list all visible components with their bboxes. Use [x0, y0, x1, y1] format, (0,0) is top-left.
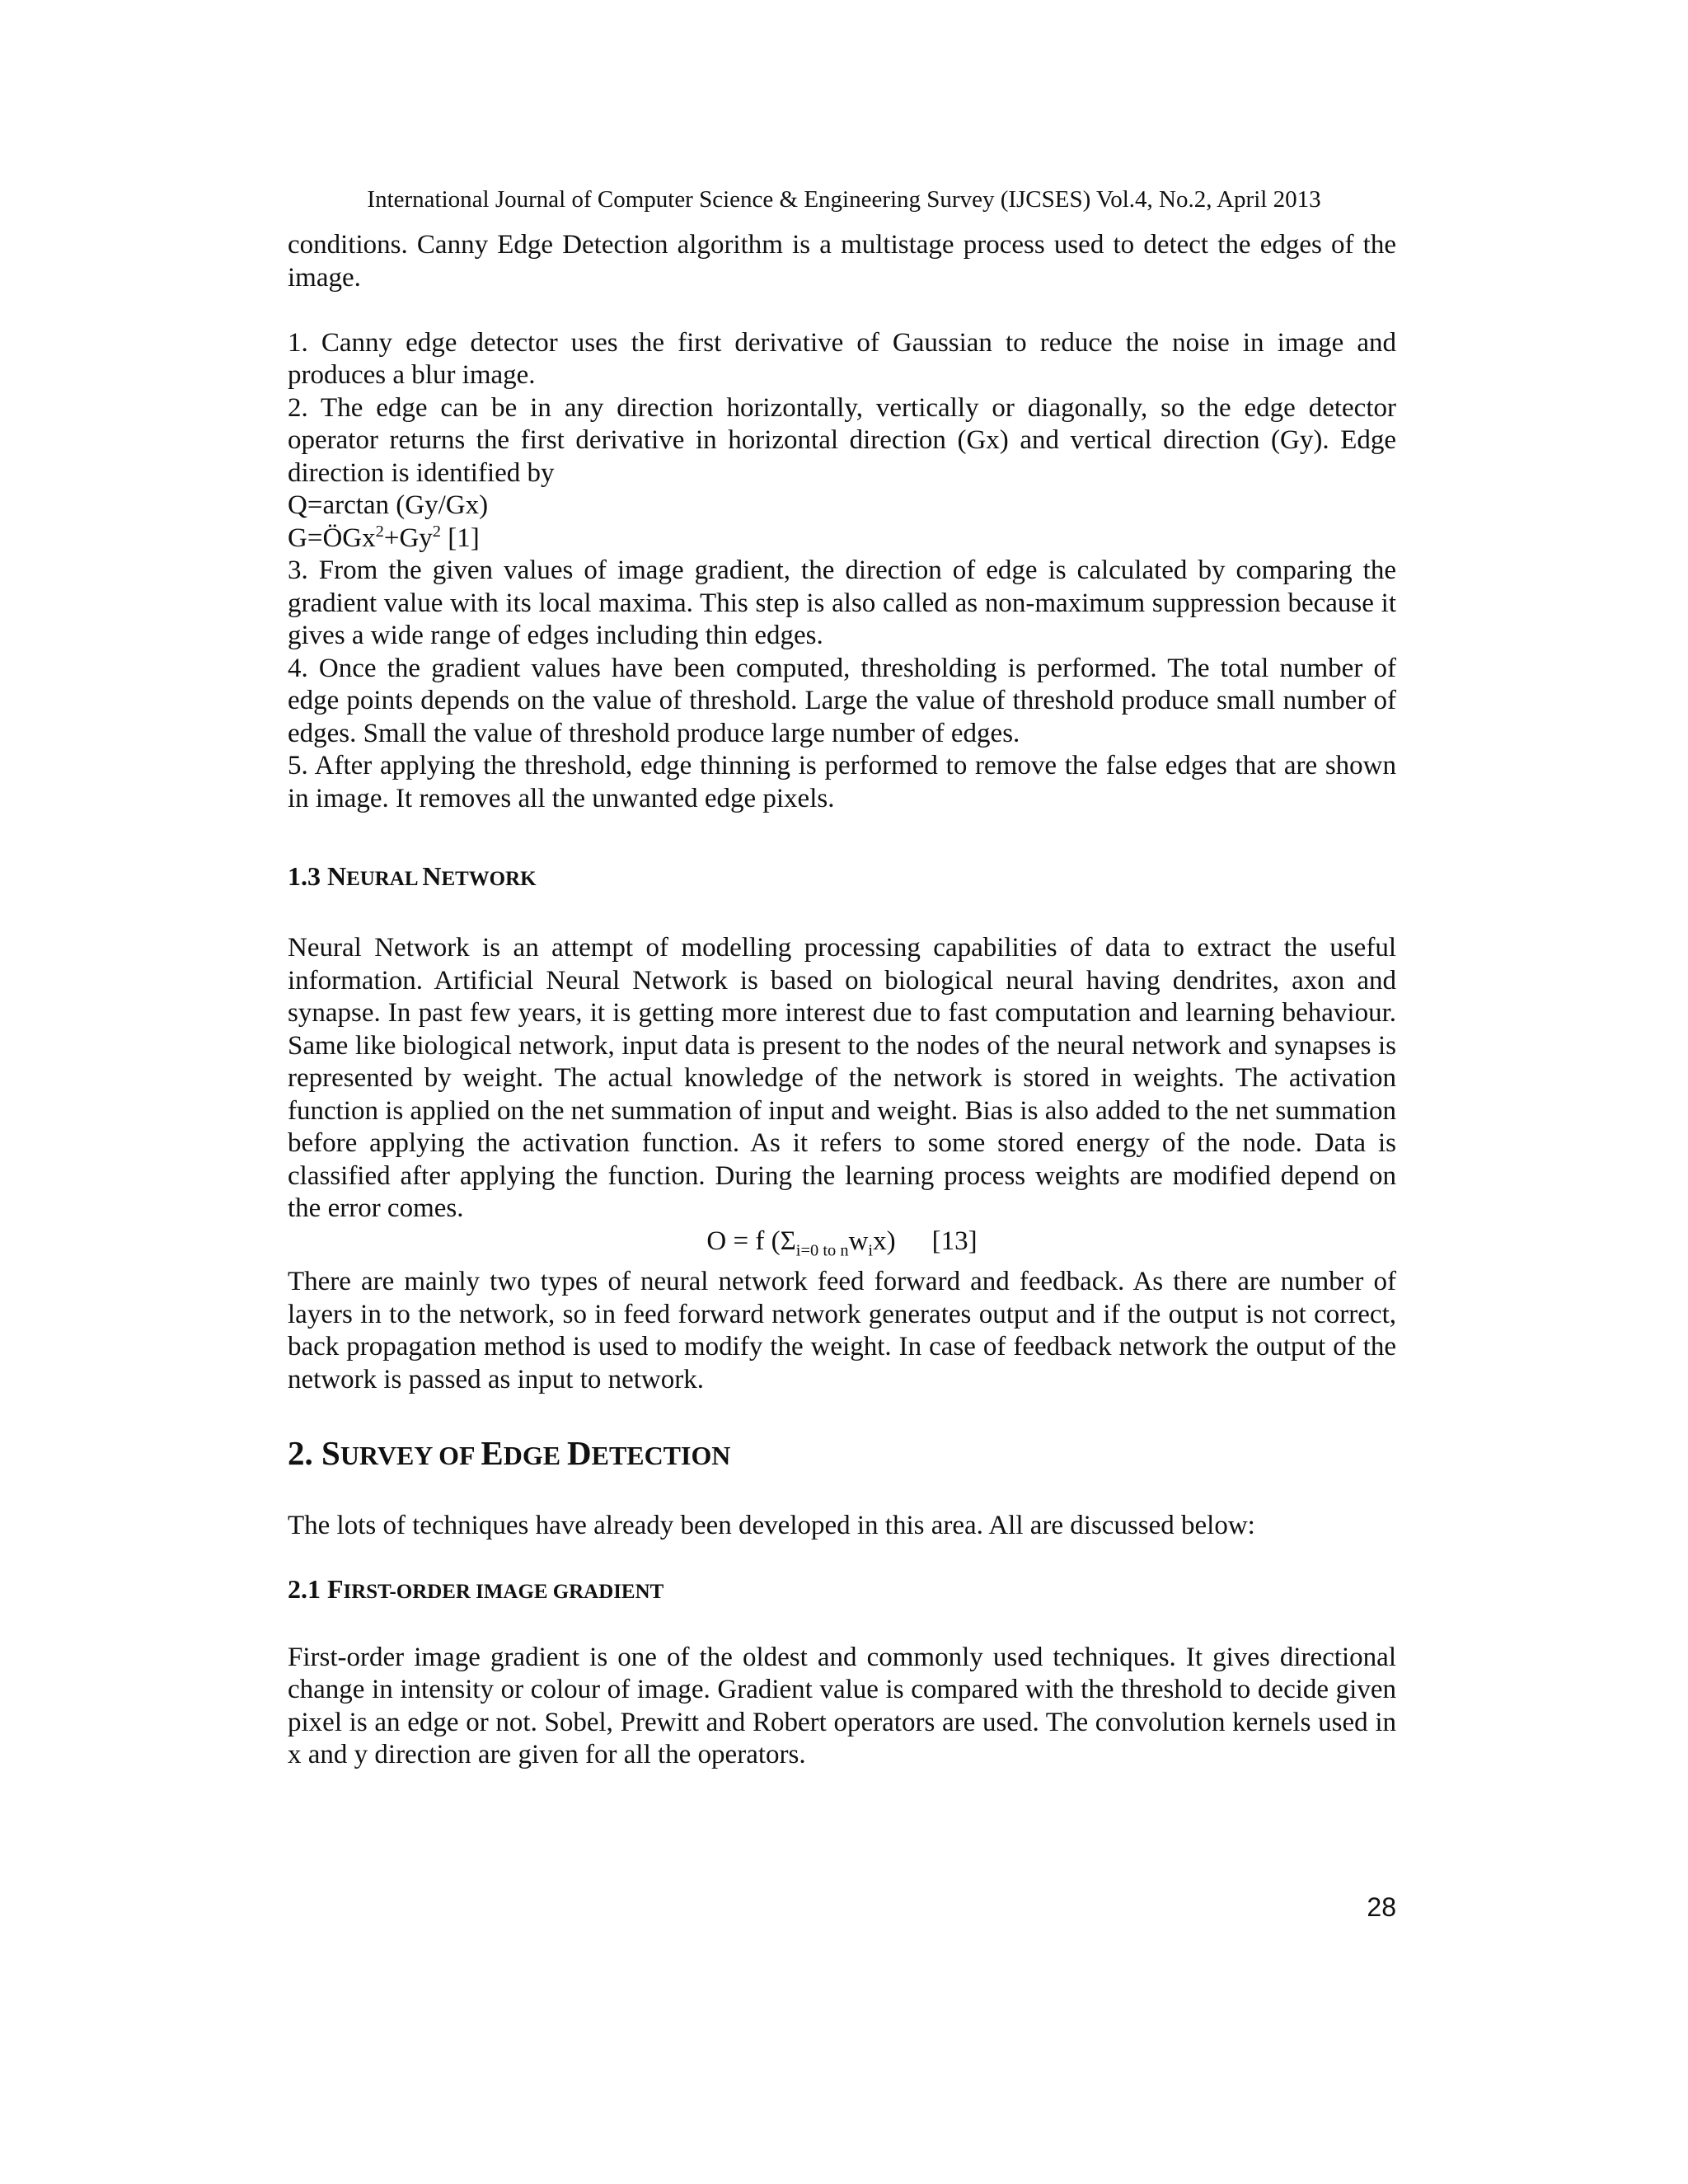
spacer	[288, 1543, 1396, 1572]
spacer	[288, 294, 1396, 327]
page-content	[288, 229, 1396, 1772]
neural-network-paragraph: Neural Network is an attempt of modelling processing capabilities of data to extract the useful information. Artificial Neural Network is based on biological neural having dendrites, axon and synapse. In past few years, it is getting more interest due to fast computation and learning behaviour. Same like biological network, input data is present to the nodes of the neural network and synapses is represented by weight. The actual knowledge of the network is stored in weights. The activation function is applied on the net summation of input and weight. Bias is also added to the net summation before applying the activation function. As it refers to some stored energy of the node. Data is classified after applying the function. During the learning process weights are modified depend on the error comes.	[288, 933, 1396, 1223]
step-3: 3. From the given values of image gradient, the direction of edge is calculated by comparing the gradient value with its local maxima. This step is also called as non-maximum suppression because it gives a wide range of edges including thin edges.	[288, 555, 1396, 650]
heading-2: 2. SURVEY OF EDGE DETECTION	[288, 1434, 731, 1472]
first-order-gradient-paragraph: First-order image gradient is one of the oldest and commonly used techniques. It gives directional change in intensity or colour of image. Gradient value is compared with the threshold to decide given pixel is an edge or not. Sobel, Prewitt and Robert operators are used. The convolution kernels used in x and y direction are given for all the operators.	[288, 1642, 1396, 1769]
step-2: 2. The edge can be in any direction horizontally, vertically or diagonally, so the edge detector operator returns the first derivative in horizontal direction (Gx) and vertical direction (Gy). Edge direction is identified by	[288, 392, 1396, 488]
step-1: 1. Canny edge detector uses the first derivative of Gaussian to reduce the noise in image and produces a blur image.	[288, 327, 1396, 390]
running-header: International Journal of Computer Science & Engineering Survey (IJCSES) Vol.4, No.2, April 2013	[367, 186, 1321, 213]
intro-paragraph: conditions. Canny Edge Detection algorithm is a multistage process used to detect the edges of the image.	[288, 230, 1396, 293]
page-number: 28	[1367, 1892, 1396, 1922]
survey-intro-paragraph: The lots of techniques have already been developed in this area. All are discussed below:	[288, 1511, 1255, 1540]
spacer	[288, 1477, 1396, 1510]
step-5: 5. After applying the threshold, edge thinning is performed to remove the false edges that are shown in image. It removes all the unwanted edge pixels.	[288, 751, 1396, 813]
heading-1-3: 1.3 NEURAL NETWORK	[288, 861, 537, 891]
spacer	[288, 896, 1396, 932]
network-types-paragraph: There are mainly two types of neural network feed forward and feedback. As there are number of layers in to the network, so in feed forward network generates output and if the output is not correct, back propagation method is used to modify the weight. In case of feedback network the output of the network is passed as input to network.	[288, 1267, 1396, 1394]
formula-q: Q=arctan (Gy/Gx)	[288, 490, 489, 520]
spacer	[288, 815, 1396, 860]
neuron-equation: O = f $(\Sigma_{i=0 to n}w_ix)$ [13]	[706, 1226, 978, 1260]
formula-g: $G=ÖGx^2+Gy^2$ [1]	[288, 522, 480, 553]
heading-2-1: 2.1 FIRST-ORDER IMAGE GRADIENT	[288, 1573, 664, 1604]
step-4: 4. Once the gradient values have been computed, thresholding is performed. The total number of edge points depends on the value of threshold. Large the value of threshold produce small number of edges. Small the value of threshold produce large number of edges.	[288, 653, 1396, 748]
spacer	[288, 1396, 1396, 1432]
spacer	[288, 1609, 1396, 1642]
